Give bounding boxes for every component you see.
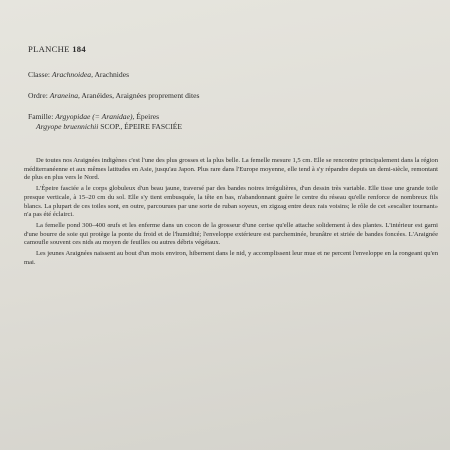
species-author: SCOP., (100, 122, 123, 131)
paragraph: La femelle pond 300–400 œufs et les enferme dans un cocon de la grosseur d'une cerise qu'elle attache solidement à des plantes. L'intérieur est garni d'une bourre de soie qui protège la ponte du froid et de l'humidité; l'enveloppe extérieure est parcheminée, brunâtre et striée de bandes foncées. L'Araignée camoufle souvent ces nids au moyen de feuilles ou autres débris végétaux. (24, 221, 438, 247)
paragraph: Les jeunes Araignées naissent au bout d'un mois environ, hibernent dans le nid, y accomplissent leur mue et ne percent l'enveloppe en la rongeant qu'en mai. (24, 250, 438, 266)
ordre-line (28, 91, 438, 101)
body-text (24, 157, 438, 267)
classe-latin: Arachnoidea, (51, 70, 93, 79)
ordre-label: Ordre: (28, 91, 48, 100)
species-line (28, 122, 438, 132)
text-block (24, 44, 438, 269)
paragraph: L'Épeire fasciée a le corps globuleux d'un beau jaune, traversé par des bandes noires irrégulières, d'un dessin très variable. Elle tisse une grande toile presque verticale, à 15–20 cm du sol. Elle s'y tient embusquée, la tête en bas, n'abandonnant guère le centre du réseau qu'elle renforce de nombreux fils blancs. La plupart de ces toiles sont, en outre, parcourues par une sorte de ruban soyeux, en zigzag entre deux rais voisins; le rôle de cet «escalier tournant» n'a pas été éclairci. (24, 185, 438, 219)
species-latin: Argyope bruennichii (36, 122, 99, 131)
famille-name: Épeires (136, 112, 160, 121)
plate-title (28, 44, 438, 54)
plate-number: 184 (72, 44, 86, 54)
famille-label: Famille: (28, 112, 54, 121)
famille-latin: Argyopidae (= Aranidae), (55, 112, 135, 121)
species-name: ÉPEIRE FASCIÉE (124, 122, 182, 131)
paragraph: De toutes nos Araignées indigènes c'est l'une des plus grosses et la plus belle. La femelle mesure 1,5 cm. Elle se rencontre principalement dans la région méditerranéenne et aux mêmes latitudes en Asie, jusqu'au Japon. Plus rare dans l'Europe moyenne, elle tend à s'y répandre depuis un demi-siècle, remontant de plus en plus vers le Nord. (24, 157, 438, 182)
plate-label: PLANCHE (28, 44, 70, 54)
famille-line (28, 112, 438, 122)
classe-name: Arachnides (94, 70, 130, 79)
classe-label: Classe: (28, 70, 50, 79)
ordre-name: Aranéides, Araignées proprement dites (81, 91, 200, 100)
classe-line (28, 70, 438, 80)
ordre-latin: Araneina, (49, 91, 80, 100)
